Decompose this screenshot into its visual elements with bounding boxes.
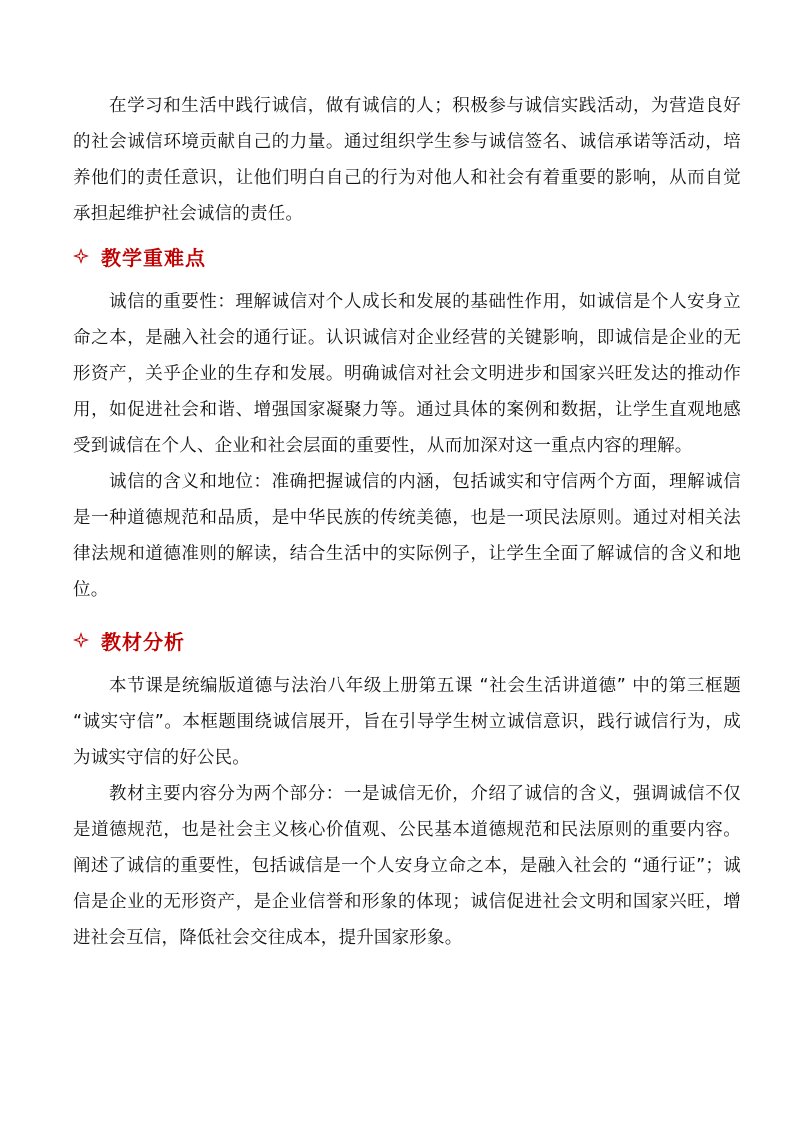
paragraph-content-overview: 教材主要内容分为两个部分：一是诚信无价，介绍了诚信的含义，强调诚信不仅是道德规范，也是社会主义核心价值观、公民基本道德规范和民法原则的重要内容。阐述了诚信的重要性，包括诚信是一个人安身立命之本，是融入社会的 “通行证”；诚信是企业的无形资产，是企业信誉和形象的体现；诚信促进社会文明和国家兴旺，增进社会互信，降低社会交往成本，提升国家形象。 <box>73 784 741 948</box>
paragraph-lesson-position: 本节课是统编版道德与法治八年级上册第五课 “社会生活讲道德” 中的第三框题 “诚实守信”。本框题围绕诚信展开，旨在引导学生树立诚信意识，践行诚信行为，成为诚实守信的好公民。 <box>73 676 741 768</box>
section-title: 教材分析 <box>101 629 185 654</box>
document-page <box>73 88 741 956</box>
section-title: 教学重难点 <box>101 245 206 270</box>
section-heading-key-points <box>73 238 741 274</box>
intro-paragraph: 在学习和生活中践行诚信，做有诚信的人；积极参与诚信实践活动，为营造良好的社会诚信环境贡献自己的力量。通过组织学生参与诚信签名、诚信承诺等活动，培养他们的责任意识，让他们明白自己的行为对他人和社会有着重要的影响，从而自觉承担起维护社会诚信的责任。 <box>73 96 741 224</box>
section-heading-textbook-analysis <box>73 622 741 658</box>
paragraph-importance: 诚信的重要性：理解诚信对个人成长和发展的基础性作用，如诚信是个人安身立命之本，是融入社会的通行证。认识诚信对企业经营的关键影响，即诚信是企业的无形资产，关乎企业的生存和发展。明确诚信对社会文明进步和国家兴旺发达的推动作用，如促进社会和谐、增强国家凝聚力等。通过具体的案例和数据，让学生直观地感受到诚信在个人、企业和社会层面的重要性，从而加深对这一重点内容的理解。 <box>73 292 741 456</box>
diamond-bullet-icon <box>73 632 89 648</box>
diamond-bullet-icon <box>73 248 89 264</box>
paragraph-meaning: 诚信的含义和地位：准确把握诚信的内涵，包括诚实和守信两个方面，理解诚信是一种道德规范和品质，是中华民族的传统美德，也是一项民法原则。通过对相关法律法规和道德准则的解读，结合生活中的实际例子，让学生全面了解诚信的含义和地位。 <box>73 472 741 600</box>
